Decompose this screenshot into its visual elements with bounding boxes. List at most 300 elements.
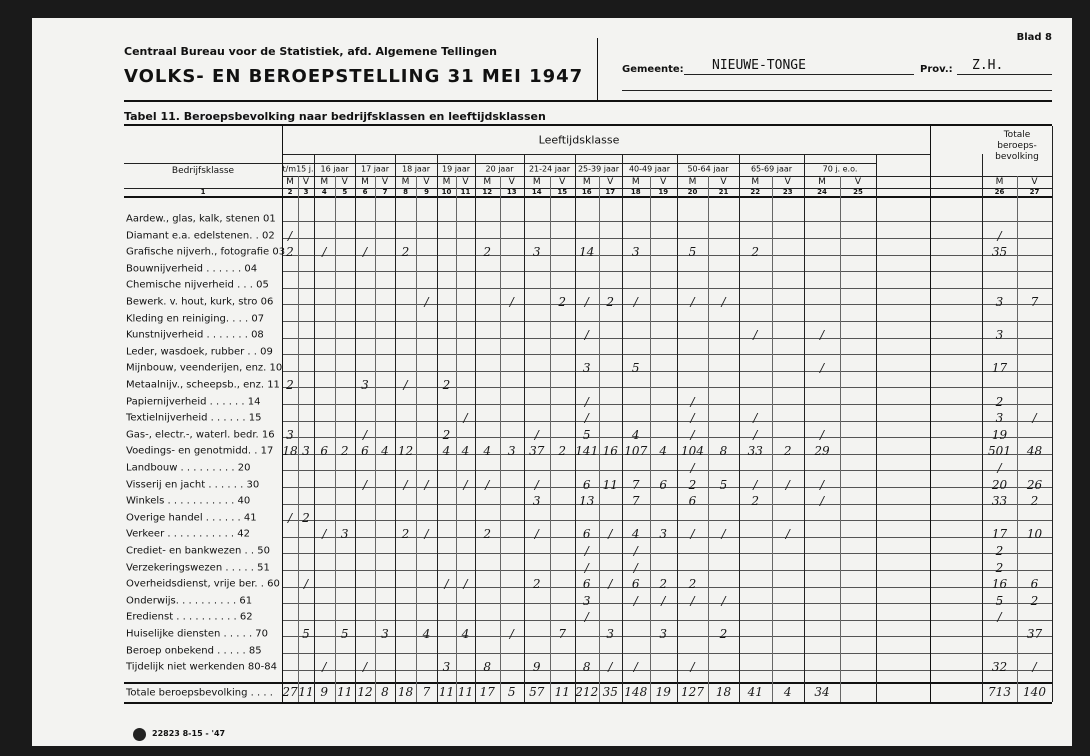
table-title: Tabel 11. Beroepsbevolking naar bedrijfsklassen en leeftijdsklassen [124, 110, 546, 123]
row-label: Kunstnijverheid . . . . . . . 08 [126, 329, 264, 341]
totals-cell: 7 [422, 684, 431, 699]
column-number-7: 9 [424, 188, 429, 196]
row-label: Leder, wasdoek, rubber . . 09 [126, 346, 273, 358]
table-cell: / [362, 477, 368, 492]
age-group-4: 19 jaar [441, 164, 471, 174]
table-cell: / [362, 245, 368, 260]
table-cell: / [463, 577, 468, 592]
table-cell: 3 [302, 444, 310, 459]
age-group-8: 40-49 jaar [628, 164, 671, 174]
table-cell: / [584, 328, 589, 343]
industry-class-header: Bedrijfsklasse [171, 166, 235, 176]
table-cell: / [1032, 411, 1037, 426]
table-cell: 3 [606, 627, 615, 641]
table-cell: / [690, 295, 695, 309]
sheet-label: Blad 8 [1016, 32, 1052, 43]
table-cell: / [753, 427, 758, 442]
table-cell: 3 [381, 627, 389, 641]
sex-label-8: M [442, 177, 451, 187]
sex-label-15: V [607, 177, 614, 187]
print-code: 22823 8-15 - '47 [152, 729, 226, 738]
table-cell: 12 [397, 444, 414, 459]
column-number-14: 16 [581, 188, 592, 196]
totals-header-1: Totale [1003, 130, 1031, 140]
table-cell: 2 [532, 577, 541, 592]
table-cell: 16 [602, 444, 618, 459]
row-label: Voedings- en genotmidd. . 17 [126, 445, 274, 457]
age-group-2: 17 jaar [360, 164, 390, 174]
column-number-9: 11 [460, 188, 471, 196]
table-cell: / [633, 560, 638, 575]
table-cell: / [322, 660, 327, 675]
table-cell: / [633, 544, 638, 558]
table-cell: 7 [631, 477, 640, 492]
table-cell: 141 [575, 444, 599, 459]
row-label: Verzekeringswezen . . . . . 51 [126, 562, 270, 574]
sex-label-7: V [423, 177, 430, 187]
table-cell: / [690, 427, 695, 442]
table-cell: 7 [1030, 295, 1039, 309]
table-cell: / [785, 477, 790, 492]
table-cell: 8 [719, 444, 728, 459]
table-cell: / [819, 427, 825, 442]
column-number-3: 5 [342, 188, 348, 196]
table-cell: / [690, 411, 695, 426]
row-label: Kleding en reiniging. . . . 07 [126, 313, 265, 325]
table-cell: / [997, 461, 1002, 475]
table-cell: / [584, 544, 589, 558]
row-label: Eredienst . . . . . . . . . . 62 [126, 611, 253, 623]
table-cell: / [1032, 660, 1037, 675]
table-cell: 6 [688, 494, 697, 509]
table-cell: 6 [582, 577, 591, 592]
table-cell: 13 [579, 494, 595, 509]
table-cell: 501 [988, 444, 1011, 459]
sex-label-13: V [559, 177, 566, 187]
table-cell: 104 [681, 444, 704, 459]
table-cell: / [721, 593, 726, 608]
table-cell: 33 [747, 444, 763, 459]
row-label: Papiernijverheid . . . . . . 14 [126, 396, 261, 408]
table-cell: 16 [991, 577, 1008, 592]
table-cell: / [690, 593, 695, 608]
sex-label-11: V [508, 177, 515, 187]
table-cell: 2 [558, 295, 567, 309]
table-cell: / [753, 411, 758, 426]
table-cell: 18 [282, 444, 298, 459]
table-cell: / [403, 378, 408, 392]
table-cell: 2 [401, 245, 410, 260]
table-cell: / [633, 295, 638, 309]
table-cell: / [721, 295, 726, 309]
sex-label-16: M [631, 177, 640, 187]
table-cell: 4 [442, 444, 451, 459]
column-number-6: 8 [403, 188, 408, 196]
table-cell: 4 [659, 444, 668, 459]
age-group-7: 25-39 jaar [577, 164, 620, 174]
totals-cell: 9 [320, 684, 329, 699]
column-number-10: 12 [482, 188, 493, 196]
table-cell: 2 [1030, 494, 1039, 509]
table-cell: 3 [582, 361, 591, 376]
table-cell: / [287, 228, 293, 243]
totals-cell: 5 [507, 684, 516, 699]
sex-label-25: V [1031, 177, 1038, 187]
table-cell: 4 [381, 444, 389, 459]
table-cell: / [287, 510, 293, 525]
table-cell: / [534, 527, 539, 542]
data-table [32, 18, 1072, 746]
table-cell: / [633, 593, 638, 608]
sex-label-21: V [784, 177, 791, 187]
print-code-icon [133, 728, 146, 741]
table-cell: 6 [582, 477, 591, 492]
row-label: Bouwnijverheid . . . . . . 04 [126, 263, 258, 275]
table-cell: 2 [659, 577, 668, 592]
table-cell: 7 [631, 494, 640, 509]
row-label: Aardew., glas, kalk, stenen 01 [126, 213, 276, 225]
table-cell: 37 [1026, 627, 1043, 641]
row-label: Grafische nijverh., fotografie 03 [126, 246, 286, 258]
age-group-6: 21-24 jaar [528, 164, 571, 174]
table-cell: / [584, 295, 589, 309]
table-cell: 107 [624, 444, 648, 459]
row-label: Textielnijverheid . . . . . . 15 [126, 412, 262, 424]
table-cell: 10 [1026, 527, 1043, 542]
row-label: Huiselijke diensten . . . . . 70 [126, 628, 269, 640]
row-label: Gas-, electr.-, waterl. bedr. 16 [126, 429, 275, 441]
table-cell: 4 [422, 627, 431, 641]
table-cell: 17 [991, 527, 1008, 542]
table-cell: 4 [631, 427, 640, 442]
row-label: Onderwijs. . . . . . . . . . 61 [126, 595, 253, 607]
table-cell: 2 [340, 444, 349, 459]
census-title: VOLKS- EN BEROEPSTELLING 31 MEI 1947 [124, 66, 584, 87]
table-cell: 26 [1026, 477, 1043, 492]
table-cell: / [424, 295, 429, 309]
column-number-11: 13 [506, 188, 517, 196]
table-cell: 3 [532, 494, 541, 509]
sex-label-9: V [462, 177, 469, 187]
table-cell: 3 [507, 444, 516, 459]
table-cell: / [534, 427, 539, 442]
table-cell: / [322, 527, 327, 542]
table-cell: / [322, 245, 327, 260]
totals-cell: 18 [397, 684, 414, 699]
table-cell: 6 [582, 527, 591, 542]
age-group-10: 65-69 jaar [750, 164, 793, 174]
column-number-1: 3 [303, 188, 309, 196]
table-cell: / [444, 577, 449, 592]
table-cell: 3 [286, 427, 294, 442]
table-cell: 2 [719, 627, 728, 641]
row-label: Mijnbouw, veenderijen, enz. 10 [126, 362, 283, 374]
column-number-16: 18 [630, 188, 641, 196]
table-cell: / [463, 477, 468, 492]
table-cell: 37 [529, 444, 545, 459]
sex-label-10: M [483, 177, 492, 187]
table-cell: 8 [582, 660, 591, 675]
totals-cell: 11 [554, 684, 570, 699]
sex-label-12: M [532, 177, 541, 187]
age-class-header: Leeftijdsklasse [538, 133, 620, 147]
table-cell: 2 [995, 544, 1004, 558]
totals-cell: 8 [381, 684, 389, 699]
table-cell: / [509, 295, 514, 309]
table-cell: 2 [442, 378, 451, 392]
table-cell: 9 [532, 660, 541, 675]
column-number-17: 19 [658, 188, 669, 196]
sex-label-3: V [341, 177, 348, 187]
sex-label-19: V [720, 177, 727, 187]
row-label: Verkeer . . . . . . . . . . . 42 [126, 528, 251, 540]
table-cell: 8 [483, 660, 492, 675]
column-number-22: 24 [817, 188, 827, 196]
table-cell: / [534, 477, 539, 492]
province-label: Prov.: [920, 64, 953, 75]
table-cell: 4 [461, 444, 470, 459]
table-cell: 3 [995, 411, 1004, 426]
totals-cell: 18 [715, 684, 732, 699]
row-label: Crediet- en bankwezen . . 50 [126, 545, 270, 557]
sex-label-20: M [751, 177, 760, 187]
table-cell: 2 [286, 378, 294, 392]
column-number-0: 2 [287, 188, 293, 196]
row-label: Winkels . . . . . . . . . . . 40 [126, 495, 251, 507]
table-cell: / [424, 527, 429, 542]
sex-label-14: M [582, 177, 591, 187]
totals-cell: 140 [1023, 684, 1046, 699]
table-cell: 7 [558, 627, 567, 641]
table-cell: 2 [302, 510, 310, 525]
table-cell: / [997, 610, 1002, 625]
table-cell: 6 [659, 477, 668, 492]
column-number-25: 27 [1029, 188, 1040, 196]
row-label: Overige handel . . . . . . 41 [126, 512, 257, 524]
table-cell: / [690, 461, 695, 475]
column-number-21: 23 [782, 188, 793, 196]
table-cell: / [661, 593, 666, 608]
column-number-8: 10 [441, 188, 452, 196]
table-cell: 3 [582, 593, 591, 608]
table-cell: / [690, 527, 695, 542]
table-cell: 2 [442, 427, 451, 442]
column-number-19: 21 [718, 188, 729, 196]
table-cell: / [690, 660, 695, 675]
table-cell: / [303, 577, 309, 592]
table-cell: 2 [483, 527, 492, 542]
table-cell: 3 [659, 527, 668, 542]
table-cell: 33 [991, 494, 1008, 509]
table-cell: 2 [688, 477, 697, 492]
table-cell: / [608, 527, 613, 542]
column-number-20: 22 [750, 188, 761, 196]
municipality-label: Gemeente: [622, 64, 684, 75]
table-cell: 19 [991, 427, 1008, 442]
table-cell: / [819, 494, 825, 509]
column-number-13: 15 [557, 188, 568, 196]
table-cell: / [463, 411, 468, 426]
table-cell: / [362, 660, 368, 675]
table-cell: / [584, 411, 589, 426]
table-cell: 2 [995, 560, 1004, 575]
census-form-sheet [32, 18, 1072, 746]
table-cell: / [785, 527, 790, 542]
totals-cell: 11 [337, 684, 353, 699]
table-cell: 4 [483, 444, 492, 459]
table-cell: 3 [631, 245, 640, 260]
totals-cell: 11 [298, 684, 314, 699]
table-cell: / [509, 627, 514, 641]
column-number-24: 26 [994, 188, 1005, 196]
age-group-9: 50-64 jaar [687, 164, 729, 174]
table-cell: 3 [995, 328, 1004, 343]
totals-cell: 11 [438, 684, 455, 699]
table-cell: / [819, 361, 825, 376]
table-cell: 6 [1030, 577, 1039, 592]
column-number-4: 6 [362, 188, 368, 196]
table-cell: 32 [991, 660, 1008, 675]
table-cell: 2 [783, 444, 792, 459]
table-cell: 5 [688, 245, 697, 260]
table-cell: 2 [606, 295, 615, 309]
table-cell: 2 [401, 527, 410, 542]
sex-label-17: V [660, 177, 667, 187]
row-label: Diamant e.a. edelstenen. . 02 [126, 230, 275, 242]
table-cell: 11 [602, 477, 618, 492]
table-cell: / [819, 328, 825, 343]
row-label: Overheidsdienst, vrije ber. . 60 [126, 578, 280, 590]
table-cell: 29 [814, 444, 830, 459]
sex-label-0: M [286, 177, 294, 187]
table-cell: / [362, 427, 368, 442]
table-cell: 2 [558, 444, 567, 459]
table-cell: / [608, 577, 613, 592]
table-cell: 17 [991, 361, 1008, 376]
totals-cell: 34 [814, 684, 830, 699]
table-cell: 6 [361, 444, 369, 459]
row-label: Metaalnijv., scheepsb., enz. 11 [126, 379, 280, 391]
table-cell: 14 [579, 245, 595, 260]
table-cell: / [424, 477, 429, 492]
sex-label-4: M [361, 177, 369, 187]
column-number-12: 14 [531, 188, 542, 196]
totals-cell: 4 [783, 684, 792, 699]
table-cell: / [584, 394, 589, 409]
totals-cell: 148 [624, 684, 648, 699]
totals-cell: 35 [602, 684, 618, 699]
table-cell: 35 [991, 245, 1008, 260]
totals-cell: 11 [457, 684, 474, 699]
sex-label-22: M [818, 177, 826, 187]
table-cell: 3 [442, 660, 451, 675]
table-cell: 3 [659, 627, 668, 641]
table-cell: 20 [991, 477, 1008, 492]
table-cell: / [584, 560, 589, 575]
column-number-23: 25 [853, 188, 863, 196]
row-label: Bewerk. v. hout, kurk, stro 06 [126, 296, 274, 308]
sex-label-1: V [302, 177, 310, 187]
column-number-15: 17 [605, 188, 616, 196]
table-cell: 5 [340, 627, 349, 641]
table-cell: 3 [995, 295, 1004, 309]
totals-cell: 41 [747, 684, 763, 699]
totals-cell: 212 [575, 684, 599, 699]
age-group-0: t/m15 j. [282, 164, 314, 174]
row-label: Tijdelijk niet werkenden 80-84 [126, 661, 277, 673]
table-cell: 3 [532, 245, 541, 260]
table-cell: / [584, 610, 589, 625]
totals-cell: 713 [988, 684, 1011, 699]
table-cell: 2 [688, 577, 697, 592]
table-cell: / [608, 660, 613, 675]
table-cell: / [753, 477, 758, 492]
totals-cell: 12 [357, 684, 373, 699]
age-group-11: 70 j. e.o. [822, 164, 858, 174]
row-label: Chemische nijverheid . . . 05 [126, 279, 269, 291]
table-cell: 2 [995, 394, 1004, 409]
province-value: Z.H. [972, 58, 1004, 73]
table-cell: / [721, 527, 726, 542]
sex-label-23: V [854, 177, 862, 187]
sex-label-6: M [401, 177, 410, 187]
table-cell: 2 [286, 245, 294, 260]
table-cell: 4 [461, 627, 470, 641]
table-cell: 2 [483, 245, 492, 260]
table-cell: / [633, 660, 638, 675]
table-cell: 5 [995, 593, 1004, 608]
sex-label-2: M [320, 177, 329, 187]
table-cell: / [485, 477, 490, 492]
row-label: Beroep onbekend . . . . . 85 [126, 645, 262, 657]
table-cell: 2 [751, 494, 760, 509]
sex-label-5: V [381, 177, 389, 187]
table-cell: 2 [1030, 593, 1039, 608]
industry-col-number: 1 [200, 188, 206, 196]
sex-label-24: M [995, 177, 1004, 187]
table-cell: 48 [1026, 444, 1043, 459]
table-cell: / [819, 477, 825, 492]
table-cell: 3 [340, 527, 349, 542]
row-label: Visserij en jacht . . . . . . 30 [126, 479, 260, 491]
totals-cell: 127 [681, 684, 704, 699]
column-number-5: 7 [382, 188, 388, 196]
table-cell: 5 [631, 361, 640, 376]
column-number-18: 20 [687, 188, 698, 196]
totals-header-2: beroeps- [997, 141, 1037, 151]
age-group-3: 18 jaar [401, 164, 431, 174]
totals-row-label: Totale beroepsbevolking . . . . [126, 687, 273, 699]
table-cell: 5 [582, 427, 591, 442]
table-cell: 2 [751, 245, 760, 260]
table-cell: 3 [361, 378, 369, 392]
table-cell: / [753, 328, 758, 343]
table-cell: 6 [320, 444, 329, 459]
row-label: Landbouw . . . . . . . . . 20 [126, 462, 251, 474]
totals-cell: 17 [479, 684, 495, 699]
column-number-2: 4 [321, 188, 327, 196]
table-cell: 5 [719, 477, 728, 492]
table-cell: / [690, 394, 695, 409]
sex-label-18: M [688, 177, 697, 187]
totals-cell: 19 [655, 684, 671, 699]
table-cell: 6 [631, 577, 640, 592]
totals-cell: 27 [282, 684, 298, 699]
table-cell: 4 [631, 527, 640, 542]
table-cell: / [997, 228, 1002, 243]
age-group-5: 20 jaar [485, 164, 514, 174]
table-cell: 5 [302, 627, 310, 641]
